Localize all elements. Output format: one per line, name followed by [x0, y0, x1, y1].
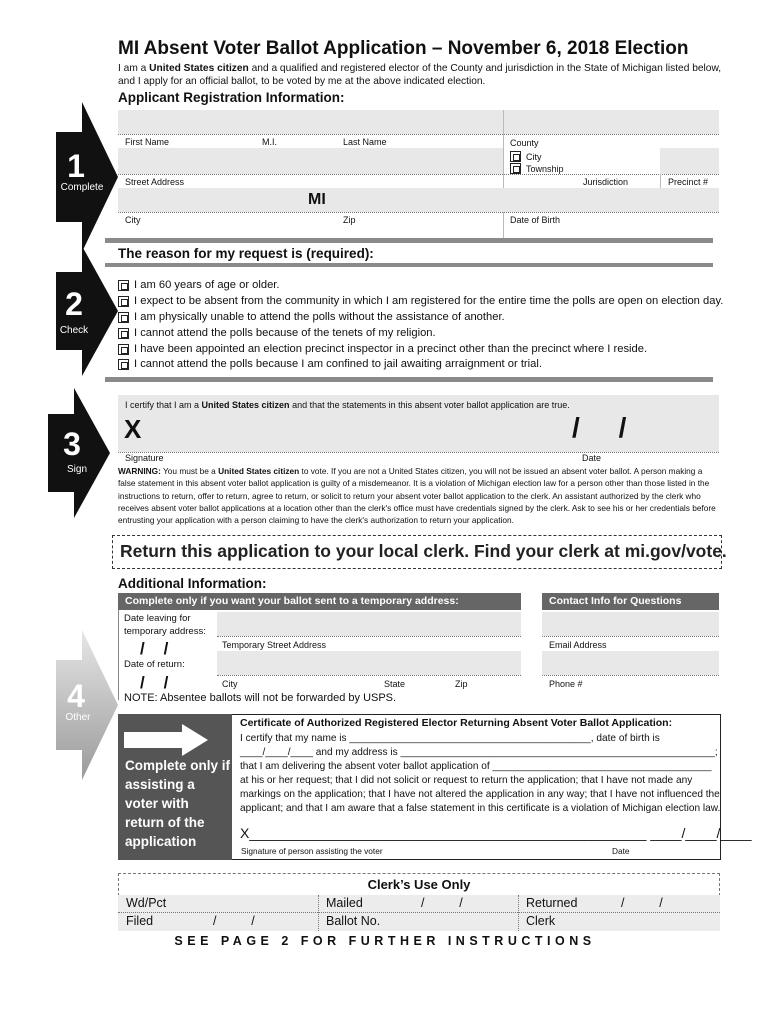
signature-x: X: [124, 414, 142, 444]
reason-religion-checkbox[interactable]: I cannot attend the polls because of the tenets of my religion.: [118, 327, 436, 339]
date-leaving-label: Date leaving for temporary address:: [124, 613, 206, 637]
checkbox-icon[interactable]: [118, 296, 129, 307]
registration-heading: Applicant Registration Information:: [118, 90, 345, 105]
certificate-line-4: at his or her request; that I did not solicit or request to return the application; that I have not made any: [240, 775, 693, 786]
mi-label: M.I.: [262, 137, 277, 147]
city-option[interactable]: City: [510, 151, 542, 162]
certificate-line-2: ____/____/____ and my address is ________________________________________________________;: [240, 747, 718, 758]
city-zip-dob-field[interactable]: [118, 188, 719, 212]
clerk-returned: Returned: [526, 896, 578, 910]
reason-inspector-checkbox[interactable]: I have been appointed an election precinct inspector in a precinct other than the precinct where I reside.: [118, 343, 647, 355]
county-label: County: [510, 138, 539, 148]
clerk-filed: Filed: [126, 914, 154, 928]
reason-disability-checkbox[interactable]: I am physically unable to attend the polls without the assistance of another.: [118, 311, 505, 323]
step-2-number: 2: [65, 286, 83, 322]
date-slashes: / /: [572, 412, 627, 443]
certificate-line-3: that I am delivering the absent voter ballot application of _______________________________________: [240, 761, 712, 772]
date-return-label: Date of return:: [124, 659, 185, 670]
temp-address-header: Complete only if you want your ballot sent to a temporary address:: [118, 593, 521, 610]
contact-header: Contact Info for Questions: [542, 593, 719, 610]
reason-jail-checkbox[interactable]: I cannot attend the polls because I am confined to jail awaiting arraignment or trial.: [118, 358, 542, 370]
additional-heading: Additional Information:: [118, 576, 267, 591]
checkbox-icon[interactable]: [118, 359, 129, 370]
reasons-heading: The reason for my request is (required):: [118, 246, 374, 261]
step-4-number: 4: [67, 678, 85, 714]
street-address-label: Street Address: [125, 177, 185, 187]
reason-age-checkbox[interactable]: I am 60 years of age or older.: [118, 279, 280, 291]
clerk-title: Clerk’s Use Only: [367, 877, 471, 892]
signature-label: Signature: [125, 453, 164, 463]
step-3-label: Sign: [66, 464, 87, 475]
clerk-clerk: Clerk: [526, 914, 556, 928]
clerk-ballot-no: Ballot No.: [326, 914, 381, 928]
temp-city-field[interactable]: [217, 651, 521, 675]
jurisdiction-label: Jurisdiction: [583, 177, 629, 187]
step-1-label: Complete: [60, 182, 104, 193]
clerk-mailed-slashes: / /: [421, 896, 463, 910]
email-field[interactable]: [542, 612, 719, 636]
certificate-date-label: Date: [612, 846, 630, 856]
date-label: Date: [582, 453, 602, 463]
certificate-line-6: applicant; and that I am aware that a false statement in this certificate is a violation of Michigan election law.: [240, 803, 721, 814]
checkbox-icon[interactable]: [118, 312, 129, 323]
page-title: MI Absent Voter Ballot Application – November 6, 2018 Election: [118, 38, 689, 59]
certificate-title: Certificate of Authorized Registered Elector Returning Absent Voter Ballot Application:: [240, 717, 673, 729]
checkbox-icon[interactable]: [118, 280, 129, 291]
temp-street-field[interactable]: [217, 612, 521, 636]
footer-instructions: SEE PAGE 2 FOR FURTHER INSTRUCTIONS: [174, 934, 596, 948]
certify-text: I certify that I am a United States citizen and that the statements in this absent voter ballot application are true.: [125, 400, 570, 410]
date-leaving-slashes: / /: [140, 639, 169, 658]
phone-field[interactable]: [542, 651, 719, 675]
step-4-label: Other: [65, 712, 91, 723]
first-name-label: First Name: [125, 137, 170, 147]
certificate-line-5: markings on the application; that I have not altered the application in any way; that I have not influenced the: [240, 789, 720, 800]
arrow-right-icon: [122, 722, 212, 758]
state-value: MI: [308, 191, 326, 208]
checkbox-icon[interactable]: [118, 344, 129, 355]
phone-label: Phone #: [549, 679, 583, 689]
step-3-number: 3: [63, 426, 81, 462]
usps-note: NOTE: Absentee ballots will not be forwarded by USPS.: [124, 692, 397, 704]
return-instructions: Return this application to your local clerk. Find your clerk at mi.gov/vote.: [112, 535, 722, 569]
certificate-instruction: Complete only if assisting a voter with return of the application: [125, 758, 231, 849]
city-label: City: [125, 215, 141, 225]
date-return-slashes: / /: [140, 673, 169, 692]
step-2-label: Check: [59, 325, 89, 336]
warning-text: WARNING: You must be a United States citizen to vote. If you are not a United States citizen, you will not be issued an absent voter ballot. A person making a false statement in this absent voter ballot application is guilty of a misdemeanor. It is a violation of Michigan election law for a person other than those listed in the instructions to return, offer to return, agree to return, or solicit to return your absent voter ballot application to the clerk. An assistant authorized by the clerk who receives absent voter ballot applications at a location other than the clerk's office must have credentials signed by the clerk. Ask to see his or her credentials before entrusting your application with a person claiming to have the clerk's authorization to return your application.: [118, 466, 716, 526]
last-name-label: Last Name: [343, 137, 387, 147]
temp-state-label: State: [384, 679, 406, 689]
clerk-mailed: Mailed: [326, 896, 363, 910]
street-address-field[interactable]: [118, 148, 503, 174]
intro-text: I am a United States citizen and a qualified and registered elector of the County and jurisdiction in the State of Michigan listed below, and I apply for an official ballot, to be voted by me at the above indicated election.: [118, 63, 722, 87]
step-1-number: 1: [67, 148, 85, 184]
temp-street-label: Temporary Street Address: [222, 640, 327, 650]
township-option[interactable]: Township: [510, 163, 564, 174]
precinct-label: Precinct #: [668, 177, 709, 187]
name-field[interactable]: [118, 110, 719, 134]
certificate-signature-line[interactable]: X___________________________________________________ ____/____/____: [240, 825, 752, 841]
clerk-filed-slashes: / /: [213, 914, 255, 928]
zip-label: Zip: [343, 215, 356, 225]
temp-zip-label: Zip: [455, 679, 468, 689]
temp-city-label: City: [222, 679, 238, 689]
certificate-line-1: I certify that my name is ___________________________________________, date of birth is: [240, 733, 660, 744]
dob-label: Date of Birth: [510, 215, 561, 225]
clerk-wdpct: Wd/Pct: [126, 896, 167, 910]
email-label: Email Address: [549, 640, 607, 650]
precinct-field[interactable]: [660, 148, 719, 174]
reason-absent-checkbox[interactable]: I expect to be absent from the community in which I am registered for the entire time the polls are open on election day.: [118, 295, 723, 307]
clerk-returned-slashes: / /: [621, 896, 663, 910]
checkbox-icon[interactable]: [118, 328, 129, 339]
certificate-signature-label: Signature of person assisting the voter: [241, 846, 383, 856]
